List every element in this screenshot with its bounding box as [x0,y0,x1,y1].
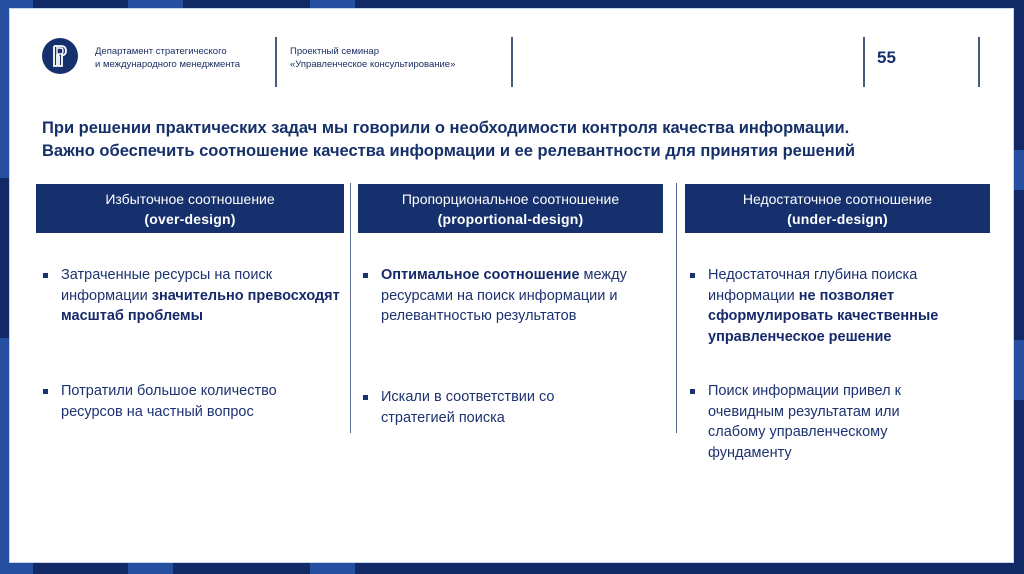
column-header-title: Избыточное соотношение [105,190,275,207]
bullet-text: Недостаточная глубина поиска информации [708,267,918,304]
department-line-2: и международного менеджмента [95,59,241,70]
hse-logo [42,38,78,74]
frame-stripe [0,338,9,574]
column-header-subtitle: (under-design) [787,210,888,227]
column-header-subtitle: (proportional-design) [437,210,584,227]
frame-stripe [0,0,9,178]
column-header-title: Недостаточное соотношение [742,190,933,207]
bullet-square-icon [690,389,695,394]
title-line-2: Важно обеспечить соотношение качества информации и ее релевантности для принятия решений [42,142,856,160]
column-header-proportional-design [358,184,663,233]
column-header-over-design [36,184,344,233]
list-item [687,381,958,463]
list-item [360,265,666,327]
frame-stripe [1014,150,1024,190]
list-item [360,387,581,428]
bullet-text-bold: не позволяет сформулировать качественные управленческое решение [708,287,939,345]
hse-logo-icon [50,44,70,68]
column-divider [676,183,677,433]
header-divider [863,37,865,87]
course-line-2: «Управленческое консультирование» [290,59,456,70]
list-item [40,265,351,327]
list-item [687,265,978,347]
bullet-text-bold: значительно превосходят масштаб проблемы [61,287,340,324]
bullet-text: между ресурсами на поиск информации и релевантностью результатов [381,267,627,324]
frame-stripe [0,563,33,574]
bullet-square-icon [363,273,368,278]
column-header-under-design [685,184,990,233]
bullet-square-icon [363,395,368,400]
title-line-1: При решении практических задач мы говорили о необходимости контроля качества информации. [42,119,850,137]
bullet-text: Затраченные ресурсы на поиск информации [61,267,273,304]
bullet-square-icon [43,389,48,394]
frame-stripe [1014,340,1024,400]
column-header-subtitle: (over-design) [144,210,236,227]
course-line-1: Проектный семинар [290,46,379,57]
course-name [290,45,455,71]
bullet-text: Потратили большое количество ресурсов на частный вопрос [61,383,277,420]
list-item [40,381,321,422]
department-name [95,45,240,71]
bullet-square-icon [43,273,48,278]
department-line-1: Департамент стратегического [95,46,227,57]
header-divider [511,37,513,87]
frame-stripe [128,563,173,574]
header-divider [978,37,980,87]
bullet-square-icon [690,273,695,278]
column-header-title: Пропорциональное соотношение [401,190,620,207]
frame-stripe [310,0,355,8]
header-divider [275,37,277,87]
bullet-text: Поиск информации привел к очевидным результатам или слабому управленческому фундаменту [708,383,901,461]
frame-stripe [128,0,183,8]
page-number: 55 [877,48,896,67]
bullet-text-bold: Оптимальное соотношение [381,267,580,283]
slide-title [42,117,992,163]
frame-stripe [310,563,355,574]
bullet-text: Искали в соответствии со стратегией поиска [381,389,555,426]
